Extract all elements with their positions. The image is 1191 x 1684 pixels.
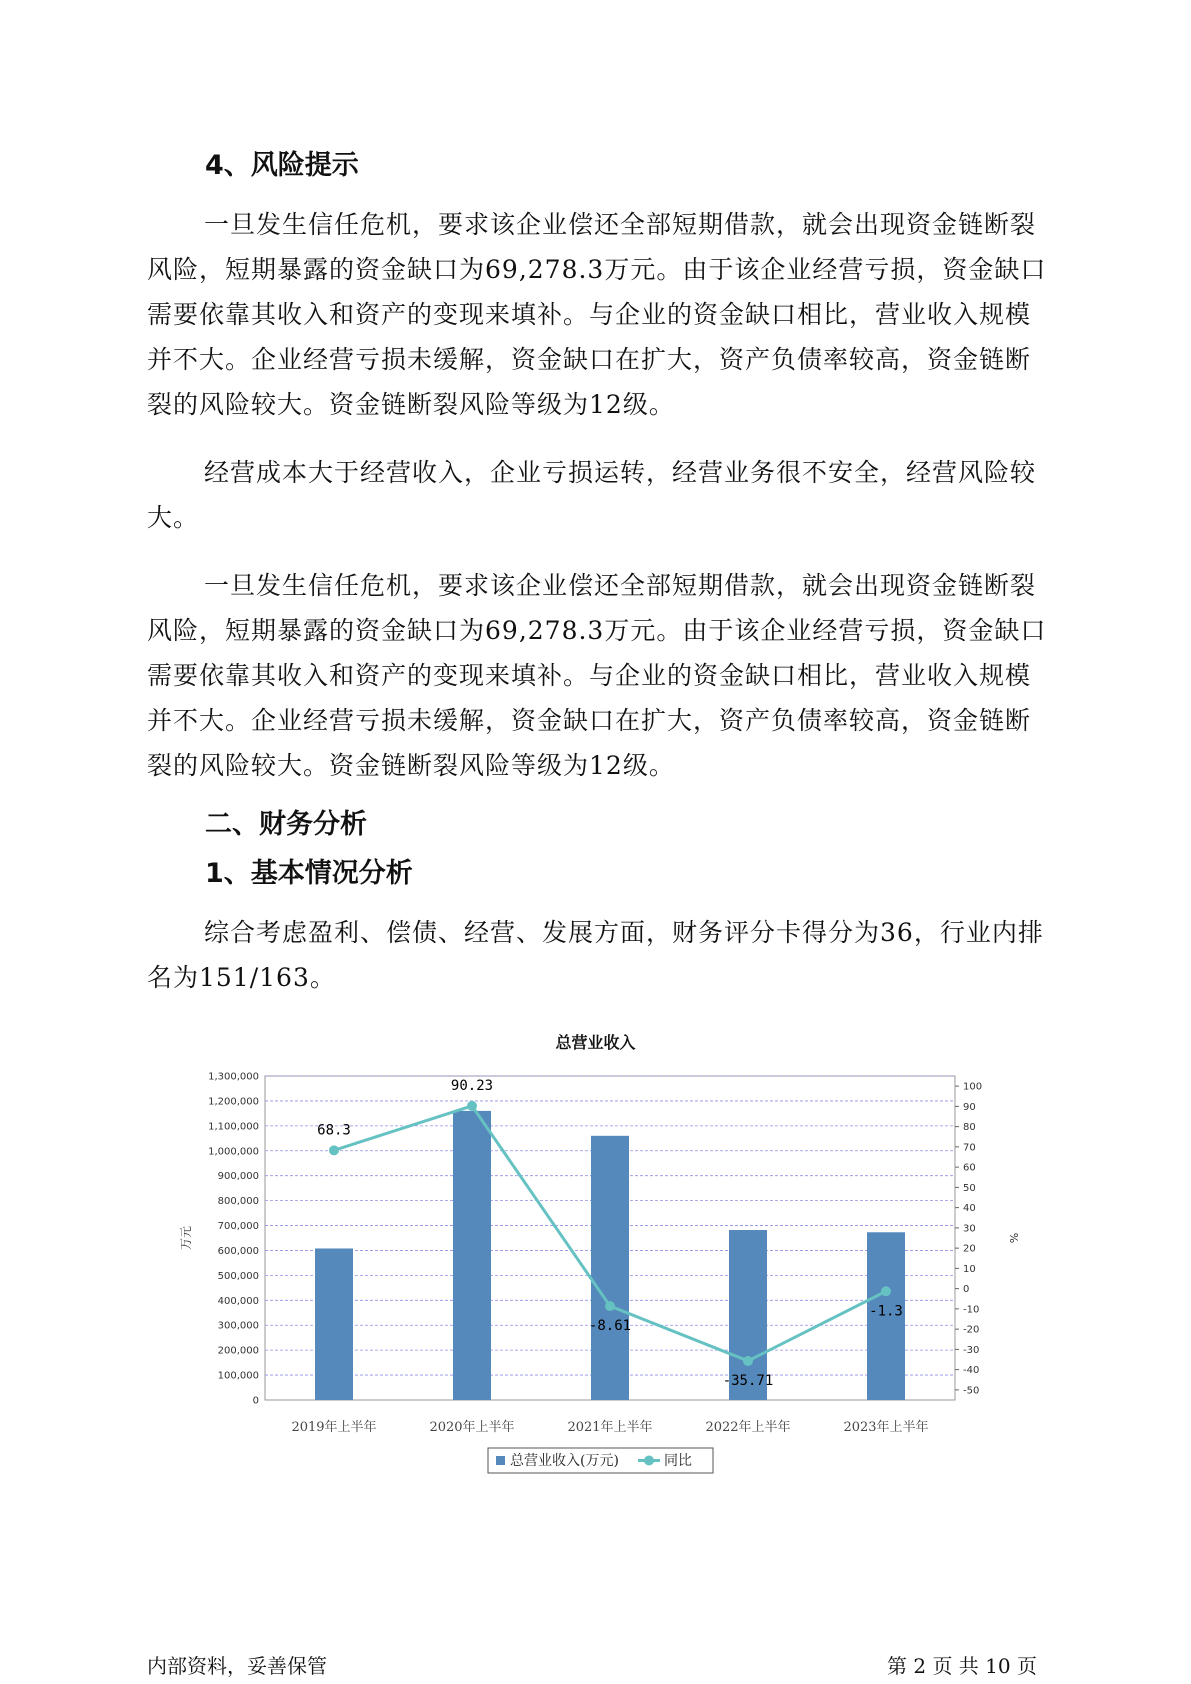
footer-left: 内部资料，妥善保管 — [147, 1654, 327, 1678]
x-tick-label: 2021年上半年 — [567, 1420, 653, 1435]
legend-swatch-point — [644, 1456, 654, 1466]
section-heading-finance: 二、财务分析 — [205, 809, 367, 840]
data-label: 90.23 — [450, 1077, 494, 1094]
bar — [588, 1136, 632, 1400]
section-heading-risk: 4、风险提示 — [205, 150, 359, 181]
data-label: -1.3 — [869, 1303, 903, 1320]
y-tick-label: 300,000 — [217, 1320, 259, 1332]
y2-tick-label: 60 — [963, 1162, 976, 1174]
bar — [315, 1248, 353, 1400]
yoy-point — [329, 1145, 339, 1155]
legend-swatch-bar — [496, 1456, 505, 1465]
x-tick-label: 2022年上半年 — [705, 1420, 791, 1435]
y-tick-label: 400,000 — [217, 1295, 259, 1307]
y-tick-label: 0 — [252, 1395, 259, 1407]
y-tick-label: 900,000 — [217, 1171, 259, 1183]
y-tick-label: 800,000 — [217, 1196, 259, 1208]
chart-title: 总营业收入 — [555, 1033, 636, 1052]
legend-label-line: 同比 — [664, 1453, 692, 1469]
yoy-point — [605, 1301, 615, 1311]
y2-tick-label: 100 — [963, 1081, 983, 1093]
y2-tick-label: -50 — [963, 1385, 980, 1397]
bar — [453, 1111, 491, 1400]
y2-tick-label: -20 — [963, 1324, 980, 1336]
y-tick-label: 700,000 — [217, 1221, 259, 1233]
yoy-point — [743, 1356, 753, 1366]
data-label: -8.61 — [588, 1318, 632, 1335]
y-tick-label: 500,000 — [217, 1270, 259, 1282]
y2-tick-label: -40 — [963, 1365, 980, 1377]
subsection-heading-basic: 1、基本情况分析 — [205, 858, 413, 889]
legend-label-bar: 总营业收入(万元) — [510, 1453, 619, 1469]
risk-paragraph-3: 一旦发生信任危机，要求该企业偿还全部短期借款，就会出现资金链断裂风险，短期暴露的资金缺口为69,278.3万元。由于该企业经营亏损，资金缺口需要依靠其收入和资产的变现来填补。与企业的资金缺口相比，营业收入规模并不大。企业经营亏损未缓解，资金缺口在扩大，资产负债率较高，资金链断裂的风险较大。资金链断裂风险等级为12级。 — [147, 571, 1047, 780]
y-tick-label: 600,000 — [217, 1245, 259, 1257]
y2-tick-label: 80 — [963, 1122, 976, 1134]
y2-tick-label: 10 — [963, 1263, 976, 1275]
risk-paragraph-1: 一旦发生信任危机，要求该企业偿还全部短期借款，就会出现资金链断裂风险，短期暴露的资金缺口为69,278.3万元。由于该企业经营亏损，资金缺口需要依靠其收入和资产的变现来填补。与企业的资金缺口相比，营业收入规模并不大。企业经营亏损未缓解，资金缺口在扩大，资产负债率较高，资金链断裂的风险较大。资金链断裂风险等级为12级。 — [147, 210, 1047, 419]
x-tick-label: 2023年上半年 — [843, 1420, 929, 1435]
y-tick-label: 200,000 — [217, 1345, 259, 1357]
y2-tick-label: 50 — [963, 1182, 976, 1194]
y-tick-label: 1,100,000 — [208, 1121, 259, 1133]
x-tick-label: 2020年上半年 — [429, 1420, 515, 1435]
y2-tick-label: 40 — [963, 1203, 976, 1215]
y2-axis-label: % — [1007, 1232, 1020, 1244]
risk-paragraph-2: 经营成本大于经营收入，企业亏损运转，经营业务很不安全，经营风险较大。 — [147, 458, 1037, 532]
x-tick-label: 2019年上半年 — [291, 1420, 377, 1435]
y2-tick-label: 30 — [963, 1223, 976, 1235]
y-tick-label: 1,200,000 — [208, 1096, 259, 1108]
y-axis-label: 万元 — [179, 1225, 193, 1251]
y-tick-label: 100,000 — [217, 1370, 259, 1382]
finance-paragraph: 综合考虑盈利、偿债、经营、发展方面，财务评分卡得分为36，行业内排名为151/163。 — [147, 918, 1044, 992]
yoy-point — [881, 1286, 891, 1296]
y2-tick-label: 20 — [963, 1243, 976, 1255]
data-label: -35.71 — [722, 1372, 774, 1389]
y-tick-label: 1,300,000 — [208, 1071, 259, 1083]
footer-page-number: 第 2 页 共 10 页 — [887, 1654, 1037, 1678]
y2-tick-label: 70 — [963, 1142, 976, 1154]
y2-tick-label: 0 — [963, 1284, 970, 1296]
y-tick-label: 1,000,000 — [208, 1146, 259, 1158]
data-label: 68.3 — [317, 1122, 351, 1139]
y2-tick-label: 90 — [963, 1101, 976, 1113]
y2-tick-label: -10 — [963, 1304, 980, 1316]
y2-tick-label: -30 — [963, 1344, 980, 1356]
yoy-point — [467, 1101, 477, 1111]
